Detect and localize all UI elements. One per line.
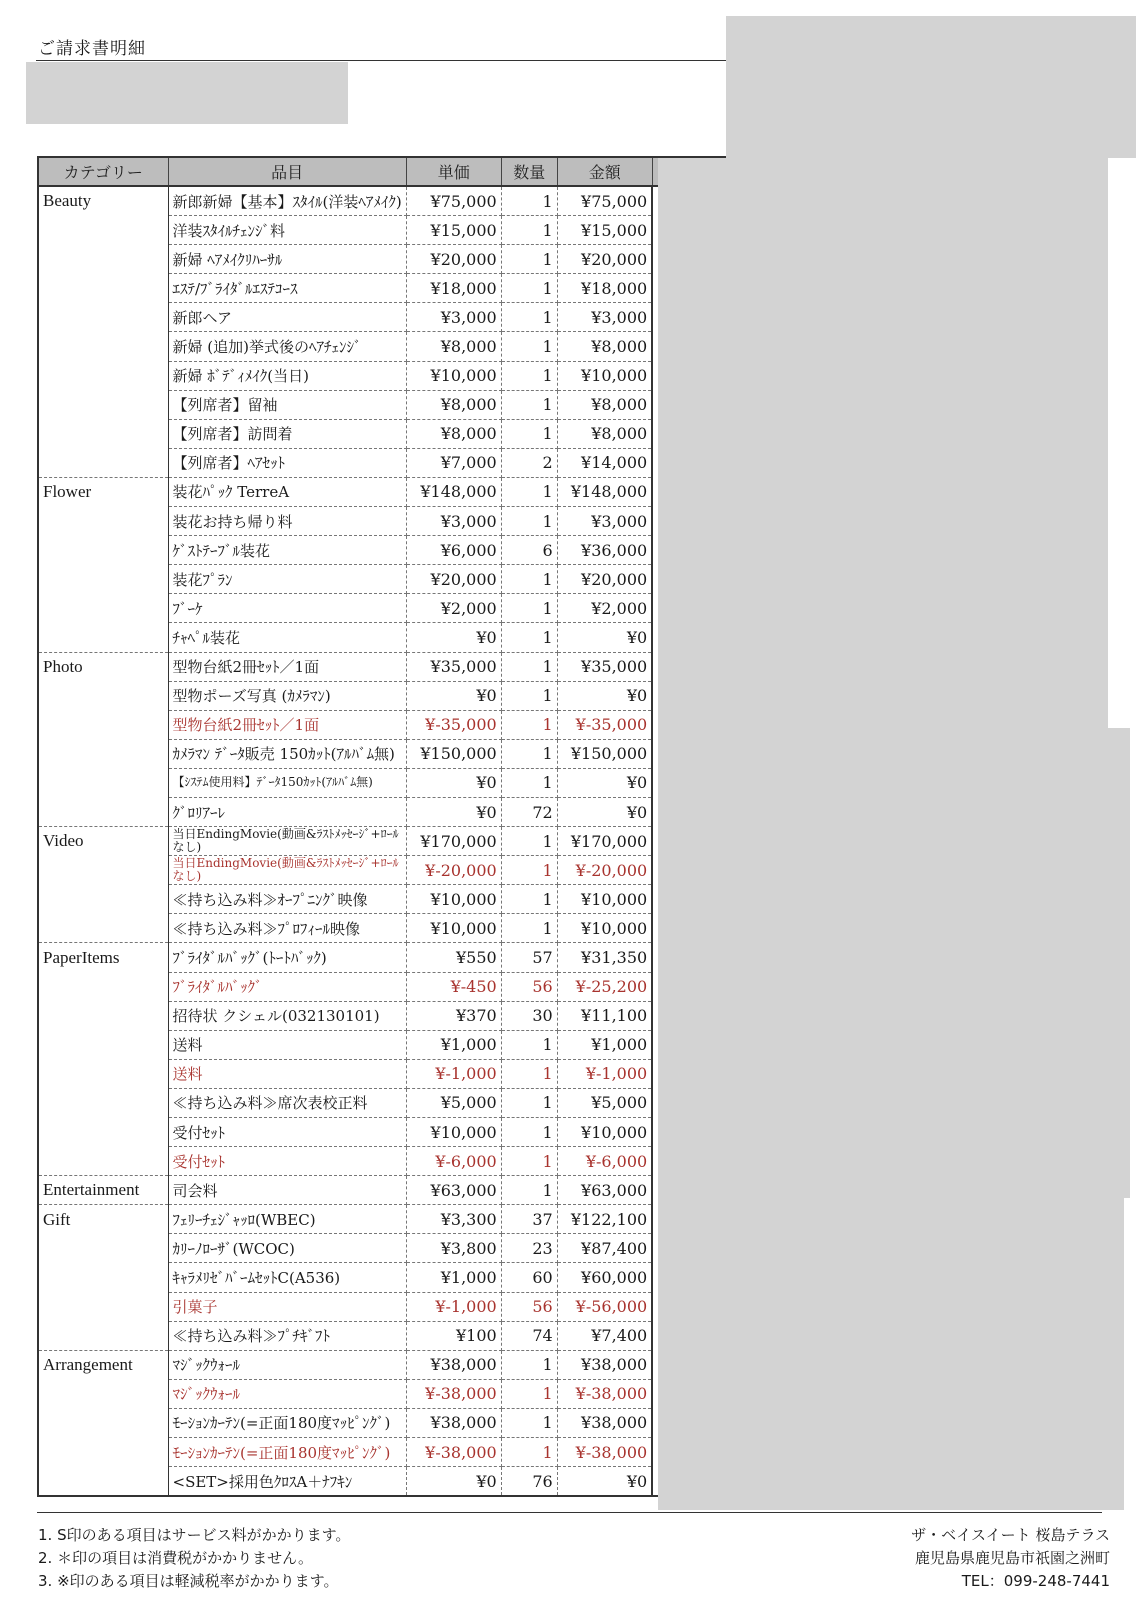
item-cell: 【ｼｽﾃﾑ使用料】ﾃﾞｰﾀ150ｶｯﾄ(ｱﾙﾊﾞﾑ無) bbox=[168, 768, 406, 797]
unit-price-cell: ¥18,000 bbox=[406, 274, 501, 303]
category-cell bbox=[38, 768, 168, 797]
quantity-cell: 1 bbox=[501, 274, 557, 303]
category-cell bbox=[38, 885, 168, 914]
quantity-cell: 1 bbox=[501, 856, 557, 885]
item-cell: 新婦 ﾎﾞﾃﾞｨﾒｲｸ(当日) bbox=[168, 361, 406, 390]
unit-price-cell: ¥-1,000 bbox=[406, 1059, 501, 1088]
category-cell bbox=[38, 448, 168, 477]
quantity-cell: 1 bbox=[501, 1408, 557, 1437]
amount-cell: ¥60,000 bbox=[557, 1263, 652, 1292]
amount-cell: ¥11,100 bbox=[557, 1001, 652, 1030]
category-cell bbox=[38, 274, 168, 303]
amount-cell: ¥122,100 bbox=[557, 1205, 652, 1234]
item-cell: ｴｽﾃ/ﾌﾞﾗｲﾀﾞﾙｴｽﾃｺｰｽ bbox=[168, 274, 406, 303]
item-cell: 洋装ｽﾀｲﾙﾁｪﾝｼﾞ料 bbox=[168, 216, 406, 245]
amount-cell: ¥36,000 bbox=[557, 536, 652, 565]
item-cell: 新郎新婦【基本】ｽﾀｲﾙ(洋装ﾍｱﾒｲｸ) bbox=[168, 186, 406, 216]
quantity-cell: 1 bbox=[501, 1438, 557, 1467]
unit-price-cell: ¥-38,000 bbox=[406, 1379, 501, 1408]
quantity-cell: 1 bbox=[501, 565, 557, 594]
item-cell: ｸﾞﾛﾘｱｰﾚ bbox=[168, 797, 406, 826]
unit-price-cell: ¥20,000 bbox=[406, 245, 501, 274]
amount-cell: ¥87,400 bbox=[557, 1234, 652, 1263]
quantity-cell: 1 bbox=[501, 623, 557, 652]
unit-price-cell: ¥5,000 bbox=[406, 1088, 501, 1117]
quantity-cell: 1 bbox=[501, 827, 557, 856]
unit-price-cell: ¥-1,000 bbox=[406, 1292, 501, 1321]
item-cell: 当日EndingMovie(動画&ﾗｽﾄﾒｯｾｰｼﾞ+ﾛｰﾙなし) bbox=[168, 827, 406, 856]
quantity-cell: 1 bbox=[501, 1059, 557, 1088]
category-cell bbox=[38, 681, 168, 710]
unit-price-cell: ¥150,000 bbox=[406, 739, 501, 768]
header-item: 品目 bbox=[168, 157, 406, 186]
unit-price-cell: ¥-20,000 bbox=[406, 856, 501, 885]
amount-cell: ¥20,000 bbox=[557, 565, 652, 594]
quantity-cell: 1 bbox=[501, 1147, 557, 1176]
document-title: ご請求書明細 bbox=[38, 39, 146, 59]
quantity-cell: 74 bbox=[501, 1321, 557, 1350]
category-cell bbox=[38, 332, 168, 361]
unit-price-cell: ¥148,000 bbox=[406, 477, 501, 506]
category-cell bbox=[38, 710, 168, 739]
quantity-cell: 57 bbox=[501, 943, 557, 972]
item-cell: 新郎ヘア bbox=[168, 303, 406, 332]
unit-price-cell: ¥10,000 bbox=[406, 914, 501, 943]
unit-price-cell: ¥170,000 bbox=[406, 827, 501, 856]
footnote: 3. ※印のある項目は軽減税率がかかります。 bbox=[38, 1572, 339, 1590]
amount-cell: ¥148,000 bbox=[557, 477, 652, 506]
quantity-cell: 37 bbox=[501, 1205, 557, 1234]
category-cell bbox=[38, 797, 168, 826]
amount-cell: ¥3,000 bbox=[557, 303, 652, 332]
quantity-cell: 1 bbox=[501, 332, 557, 361]
unit-price-cell: ¥0 bbox=[406, 797, 501, 826]
venue-address: 鹿児島県鹿児島市祇園之洲町 bbox=[914, 1549, 1110, 1567]
item-cell: 受付ｾｯﾄ bbox=[168, 1147, 406, 1176]
item-cell: 型物台紙2冊ｾｯﾄ／1面 bbox=[168, 652, 406, 681]
unit-price-cell: ¥10,000 bbox=[406, 361, 501, 390]
item-cell: 招待状 クシェル(032130101) bbox=[168, 1001, 406, 1030]
amount-cell: ¥-38,000 bbox=[557, 1379, 652, 1408]
category-cell: PaperItems bbox=[38, 943, 168, 972]
unit-price-cell: ¥370 bbox=[406, 1001, 501, 1030]
item-cell: 【列席者】留袖 bbox=[168, 390, 406, 419]
category-cell bbox=[38, 536, 168, 565]
amount-cell: ¥0 bbox=[557, 1467, 652, 1497]
item-cell: 【列席者】ﾍｱｾｯﾄ bbox=[168, 448, 406, 477]
category-cell bbox=[38, 1030, 168, 1059]
unit-price-cell: ¥7,000 bbox=[406, 448, 501, 477]
unit-price-cell: ¥3,300 bbox=[406, 1205, 501, 1234]
unit-price-cell: ¥-38,000 bbox=[406, 1438, 501, 1467]
quantity-cell: 1 bbox=[501, 216, 557, 245]
unit-price-cell: ¥0 bbox=[406, 623, 501, 652]
quantity-cell: 1 bbox=[501, 1176, 557, 1205]
quantity-cell: 1 bbox=[501, 914, 557, 943]
amount-cell: ¥18,000 bbox=[557, 274, 652, 303]
redacted-block bbox=[26, 62, 348, 124]
footnotes bbox=[38, 1524, 350, 1593]
item-cell: ﾁｬﾍﾟﾙ装花 bbox=[168, 623, 406, 652]
amount-cell: ¥7,400 bbox=[557, 1321, 652, 1350]
amount-cell: ¥10,000 bbox=[557, 914, 652, 943]
category-cell: Gift bbox=[38, 1205, 168, 1234]
item-cell: ≪持ち込み料≫ｵｰﾌﾟﾆﾝｸﾞ映像 bbox=[168, 885, 406, 914]
unit-price-cell: ¥63,000 bbox=[406, 1176, 501, 1205]
quantity-cell: 1 bbox=[501, 768, 557, 797]
amount-cell: ¥2,000 bbox=[557, 594, 652, 623]
category-cell bbox=[38, 972, 168, 1001]
category-cell bbox=[38, 1379, 168, 1408]
unit-price-cell: ¥10,000 bbox=[406, 885, 501, 914]
amount-cell: ¥-38,000 bbox=[557, 1438, 652, 1467]
unit-price-cell: ¥1,000 bbox=[406, 1030, 501, 1059]
amount-cell: ¥10,000 bbox=[557, 885, 652, 914]
quantity-cell: 1 bbox=[501, 390, 557, 419]
quantity-cell: 6 bbox=[501, 536, 557, 565]
unit-price-cell: ¥550 bbox=[406, 943, 501, 972]
item-cell: ﾌﾞﾗｲﾀﾞﾙﾊﾞｯｸﾞ bbox=[168, 972, 406, 1001]
quantity-cell: 1 bbox=[501, 652, 557, 681]
item-cell: ≪持ち込み料≫ﾌﾟﾛﾌｨｰﾙ映像 bbox=[168, 914, 406, 943]
unit-price-cell: ¥6,000 bbox=[406, 536, 501, 565]
quantity-cell: 1 bbox=[501, 507, 557, 536]
header-amount: 金額 bbox=[557, 157, 652, 186]
category-cell bbox=[38, 1118, 168, 1147]
quantity-cell: 23 bbox=[501, 1234, 557, 1263]
unit-price-cell: ¥8,000 bbox=[406, 419, 501, 448]
item-cell: 型物台紙2冊ｾｯﾄ／1面 bbox=[168, 710, 406, 739]
amount-cell: ¥10,000 bbox=[557, 1118, 652, 1147]
unit-price-cell: ¥38,000 bbox=[406, 1408, 501, 1437]
item-cell: ﾌﾞｰｹ bbox=[168, 594, 406, 623]
quantity-cell: 56 bbox=[501, 1292, 557, 1321]
unit-price-cell: ¥0 bbox=[406, 768, 501, 797]
amount-cell: ¥-56,000 bbox=[557, 1292, 652, 1321]
quantity-cell: 1 bbox=[501, 419, 557, 448]
quantity-cell: 1 bbox=[501, 594, 557, 623]
header-unit-price: 単価 bbox=[406, 157, 501, 186]
category-cell bbox=[38, 419, 168, 448]
quantity-cell: 2 bbox=[501, 448, 557, 477]
category-cell: Beauty bbox=[38, 186, 168, 216]
venue-info bbox=[911, 1524, 1110, 1593]
amount-cell: ¥38,000 bbox=[557, 1408, 652, 1437]
item-cell: 受付ｾｯﾄ bbox=[168, 1118, 406, 1147]
category-cell bbox=[38, 1059, 168, 1088]
category-cell bbox=[38, 1234, 168, 1263]
category-cell bbox=[38, 739, 168, 768]
quantity-cell: 1 bbox=[501, 1088, 557, 1117]
category-cell bbox=[38, 565, 168, 594]
category-cell bbox=[38, 914, 168, 943]
item-cell: ｹﾞｽﾄﾃｰﾌﾞﾙ装花 bbox=[168, 536, 406, 565]
redacted-block bbox=[658, 158, 1108, 728]
unit-price-cell: ¥3,000 bbox=[406, 303, 501, 332]
unit-price-cell: ¥1,000 bbox=[406, 1263, 501, 1292]
item-cell: 新婦 ﾍｱﾒｲｸﾘﾊｰｻﾙ bbox=[168, 245, 406, 274]
item-cell: 型物ポーズ写真 (ｶﾒﾗﾏﾝ) bbox=[168, 681, 406, 710]
amount-cell: ¥8,000 bbox=[557, 390, 652, 419]
category-cell bbox=[38, 390, 168, 419]
amount-cell: ¥-35,000 bbox=[557, 710, 652, 739]
title-underline bbox=[36, 60, 726, 61]
item-cell: ≪持ち込み料≫席次表校正料 bbox=[168, 1088, 406, 1117]
amount-cell: ¥35,000 bbox=[557, 652, 652, 681]
quantity-cell: 1 bbox=[501, 361, 557, 390]
category-cell bbox=[38, 856, 168, 885]
quantity-cell: 1 bbox=[501, 885, 557, 914]
unit-price-cell: ¥8,000 bbox=[406, 390, 501, 419]
category-cell bbox=[38, 303, 168, 332]
item-cell: ｶﾒﾗﾏﾝ ﾃﾞｰﾀ販売 150ｶｯﾄ(ｱﾙﾊﾞﾑ無) bbox=[168, 739, 406, 768]
amount-cell: ¥0 bbox=[557, 768, 652, 797]
category-cell bbox=[38, 1263, 168, 1292]
amount-cell: ¥0 bbox=[557, 623, 652, 652]
item-cell: 装花ﾌﾟﾗﾝ bbox=[168, 565, 406, 594]
amount-cell: ¥14,000 bbox=[557, 448, 652, 477]
unit-price-cell: ¥10,000 bbox=[406, 1118, 501, 1147]
amount-cell: ¥75,000 bbox=[557, 186, 652, 216]
category-cell bbox=[38, 216, 168, 245]
amount-cell: ¥8,000 bbox=[557, 419, 652, 448]
category-cell bbox=[38, 361, 168, 390]
item-cell: ﾌﾞﾗｲﾀﾞﾙﾊﾞｯｸﾞ(ﾄｰﾄﾊﾞｯｸ) bbox=[168, 943, 406, 972]
category-cell bbox=[38, 1292, 168, 1321]
category-cell bbox=[38, 1088, 168, 1117]
unit-price-cell: ¥3,800 bbox=[406, 1234, 501, 1263]
unit-price-cell: ¥2,000 bbox=[406, 594, 501, 623]
amount-cell: ¥63,000 bbox=[557, 1176, 652, 1205]
quantity-cell: 1 bbox=[501, 186, 557, 216]
header-category: カテゴリー bbox=[38, 157, 168, 186]
amount-cell: ¥31,350 bbox=[557, 943, 652, 972]
item-cell: ﾓｰｼｮﾝｶｰﾃﾝ(=正面180度ﾏｯﾋﾟﾝｸﾞ) bbox=[168, 1438, 406, 1467]
redacted-block bbox=[658, 728, 1130, 1198]
amount-cell: ¥3,000 bbox=[557, 507, 652, 536]
unit-price-cell: ¥3,000 bbox=[406, 507, 501, 536]
amount-cell: ¥15,000 bbox=[557, 216, 652, 245]
item-cell: 当日EndingMovie(動画&ﾗｽﾄﾒｯｾｰｼﾞ+ﾛｰﾙなし) bbox=[168, 856, 406, 885]
item-cell: 装花ﾊﾟｯｸ TerreA bbox=[168, 477, 406, 506]
quantity-cell: 76 bbox=[501, 1467, 557, 1497]
unit-price-cell: ¥0 bbox=[406, 681, 501, 710]
unit-price-cell: ¥38,000 bbox=[406, 1350, 501, 1379]
quantity-cell: 1 bbox=[501, 739, 557, 768]
category-cell bbox=[38, 594, 168, 623]
amount-cell: ¥0 bbox=[557, 797, 652, 826]
footnote: 1. S印のある項目はサービス料がかかります。 bbox=[38, 1526, 351, 1544]
unit-price-cell: ¥15,000 bbox=[406, 216, 501, 245]
unit-price-cell: ¥0 bbox=[406, 1467, 501, 1497]
unit-price-cell: ¥-450 bbox=[406, 972, 501, 1001]
category-cell: Entertainment bbox=[38, 1176, 168, 1205]
item-cell: ﾏｼﾞｯｸｳｫｰﾙ bbox=[168, 1379, 406, 1408]
amount-cell: ¥0 bbox=[557, 681, 652, 710]
category-cell bbox=[38, 1467, 168, 1497]
quantity-cell: 1 bbox=[501, 477, 557, 506]
item-cell: ｶﾘｰﾉﾛｰｻﾞ(WCOC) bbox=[168, 1234, 406, 1263]
item-cell: ﾌｪﾘｰﾁｪｼﾞｬｯﾛ(WBEC) bbox=[168, 1205, 406, 1234]
category-cell bbox=[38, 1408, 168, 1437]
category-cell: Video bbox=[38, 827, 168, 856]
unit-price-cell: ¥8,000 bbox=[406, 332, 501, 361]
category-cell bbox=[38, 245, 168, 274]
quantity-cell: 1 bbox=[501, 1030, 557, 1059]
amount-cell: ¥1,000 bbox=[557, 1030, 652, 1059]
amount-cell: ¥20,000 bbox=[557, 245, 652, 274]
quantity-cell: 1 bbox=[501, 303, 557, 332]
item-cell: 引菓子 bbox=[168, 1292, 406, 1321]
item-cell: ≪持ち込み料≫ﾌﾟﾁｷﾞﾌﾄ bbox=[168, 1321, 406, 1350]
quantity-cell: 1 bbox=[501, 1350, 557, 1379]
item-cell: <SET>採用色ｸﾛｽA＋ﾅﾌｷﾝ bbox=[168, 1467, 406, 1497]
quantity-cell: 30 bbox=[501, 1001, 557, 1030]
category-cell bbox=[38, 1001, 168, 1030]
quantity-cell: 1 bbox=[501, 710, 557, 739]
amount-cell: ¥10,000 bbox=[557, 361, 652, 390]
unit-price-cell: ¥100 bbox=[406, 1321, 501, 1350]
header-quantity: 数量 bbox=[501, 157, 557, 186]
amount-cell: ¥8,000 bbox=[557, 332, 652, 361]
quantity-cell: 1 bbox=[501, 1118, 557, 1147]
quantity-cell: 72 bbox=[501, 797, 557, 826]
item-cell: 新婦 (追加)挙式後のﾍｱﾁｪﾝｼﾞ bbox=[168, 332, 406, 361]
unit-price-cell: ¥35,000 bbox=[406, 652, 501, 681]
category-cell: Photo bbox=[38, 652, 168, 681]
category-cell: Arrangement bbox=[38, 1350, 168, 1379]
venue-phone: TEL：099-248-7441 bbox=[961, 1572, 1110, 1590]
item-cell: 送料 bbox=[168, 1030, 406, 1059]
item-cell: ﾏｼﾞｯｸｳｫｰﾙ bbox=[168, 1350, 406, 1379]
item-cell: ｷｬﾗﾒﾘｾﾞﾊﾞｰﾑｾｯﾄC(A536) bbox=[168, 1263, 406, 1292]
category-cell: Flower bbox=[38, 477, 168, 506]
unit-price-cell: ¥-6,000 bbox=[406, 1147, 501, 1176]
unit-price-cell: ¥-35,000 bbox=[406, 710, 501, 739]
redacted-block bbox=[658, 1198, 1124, 1510]
quantity-cell: 60 bbox=[501, 1263, 557, 1292]
category-cell bbox=[38, 1438, 168, 1467]
unit-price-cell: ¥20,000 bbox=[406, 565, 501, 594]
quantity-cell: 1 bbox=[501, 1379, 557, 1408]
footnote: 2. ＊印の項目は消費税がかかりません。 bbox=[38, 1549, 313, 1567]
item-cell: 【列席者】訪問着 bbox=[168, 419, 406, 448]
footer-rule bbox=[37, 1512, 1102, 1513]
quantity-cell: 1 bbox=[501, 245, 557, 274]
item-cell: 司会料 bbox=[168, 1176, 406, 1205]
category-cell bbox=[38, 623, 168, 652]
amount-cell: ¥170,000 bbox=[557, 827, 652, 856]
category-cell bbox=[38, 507, 168, 536]
quantity-cell: 56 bbox=[501, 972, 557, 1001]
item-cell: ﾓｰｼｮﾝｶｰﾃﾝ(=正面180度ﾏｯﾋﾟﾝｸﾞ) bbox=[168, 1408, 406, 1437]
amount-cell: ¥-20,000 bbox=[557, 856, 652, 885]
amount-cell: ¥-25,200 bbox=[557, 972, 652, 1001]
category-cell bbox=[38, 1321, 168, 1350]
amount-cell: ¥150,000 bbox=[557, 739, 652, 768]
unit-price-cell: ¥75,000 bbox=[406, 186, 501, 216]
amount-cell: ¥5,000 bbox=[557, 1088, 652, 1117]
category-cell bbox=[38, 1147, 168, 1176]
venue-name: ザ・ベイスイート 桜島テラス bbox=[911, 1526, 1110, 1544]
quantity-cell: 1 bbox=[501, 681, 557, 710]
amount-cell: ¥-1,000 bbox=[557, 1059, 652, 1088]
redacted-block bbox=[726, 16, 1136, 158]
amount-cell: ¥38,000 bbox=[557, 1350, 652, 1379]
item-cell: 装花お持ち帰り料 bbox=[168, 507, 406, 536]
amount-cell: ¥-6,000 bbox=[557, 1147, 652, 1176]
item-cell: 送料 bbox=[168, 1059, 406, 1088]
